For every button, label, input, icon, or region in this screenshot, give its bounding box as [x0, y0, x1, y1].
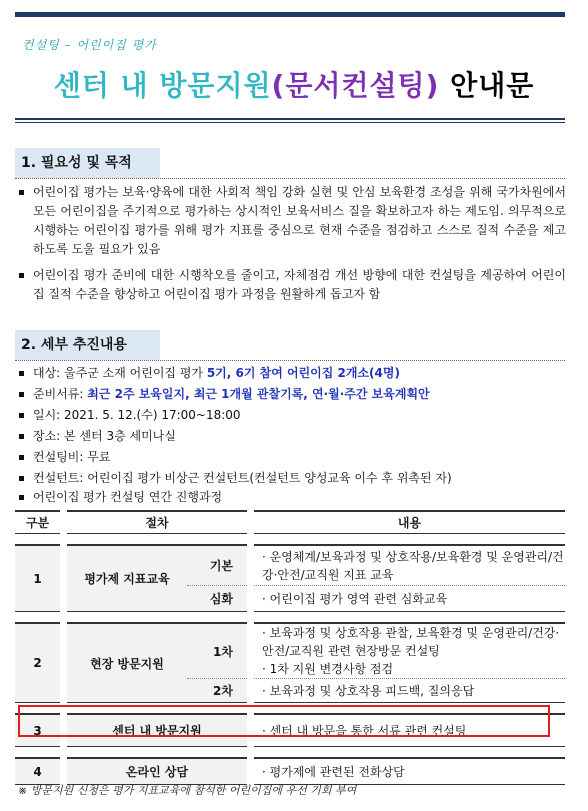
section-heading-details: 2. 세부 추진내용 [15, 330, 160, 360]
row-step: 평가제 지표교육 [67, 544, 187, 612]
title-paren: (문서컨설팅) [271, 69, 440, 102]
footnote: ※ 방문지원 신청은 평가 지표교육에 참석한 어린이집에 우선 기회 부여 [18, 784, 357, 797]
header-content: 내용 [254, 510, 565, 534]
table-header-row [15, 510, 565, 534]
row-content: · 센터 내 방문을 통한 서류 관련 컨설팅 [254, 713, 565, 747]
list-item [33, 385, 566, 404]
bullet-text: 어린이집 평가는 보육·양육에 대한 사회적 책임 강화 실현 및 안심 보육환경 조성을 위해 국가차원에서 모든 어린이집을 주기적으로 평가하는 상시적인 보육서비스 질을 확보하고자 하는 제도임. 의무적으로 시행하는 어린이집 평가를 위해 평가 지표를 중심으로 현재 수준을 점검하고 스스로 질적 수준을 제고하도록 도울 필요가 있음 [33, 185, 566, 256]
bullet-square-icon [19, 413, 24, 418]
row-content: · 평가제에 관련된 전화상담 [254, 757, 565, 785]
row-step: 현장 방문지원 [67, 622, 187, 703]
bullet-square-icon [19, 434, 24, 439]
list-item [33, 406, 566, 425]
fee-text: 컨설팅비: 무료 [33, 450, 111, 464]
row-content-line: · 보육과정 및 상호작용 관찰, 보육환경 및 운영관리/건강·안전/교직원 관련 현장방문 컨설팅 [262, 626, 560, 658]
target-label: 대상: 울주군 소재 어린이집 평가 [33, 366, 207, 380]
bullet-square-icon [19, 190, 24, 195]
docs-value: 최근 2주 보육일지, 최근 1개월 관찰기록, 연·월·주간 보육계획안 [87, 387, 430, 401]
title-main: 센터 내 방문지원 [53, 69, 272, 102]
bullet-square-icon [19, 392, 24, 397]
row-no: 3 [15, 713, 60, 747]
bullet-text: 어린이집 평가 준비에 대한 시행착오를 줄이고, 자체점검 개선 방향에 대한 컨설팅을 제공하여 어린이집 질적 수준을 향상하고 어린이집 평가 과정을 원활하게 돕고자 함 [33, 268, 566, 301]
bullet-square-icon [19, 476, 24, 481]
row-no: 4 [15, 757, 60, 785]
section-divider [15, 178, 565, 179]
title-notice: 안내문 [450, 69, 535, 102]
header-step: 절차 [67, 510, 247, 534]
row-content-line: · 1차 지원 변경사항 점검 [262, 662, 394, 676]
process-table [15, 510, 565, 785]
consultant-text: 컨설턴트: 어린이집 평가 비상근 컨설턴트(컨설턴트 양성교육 이수 후 위촉된 자) [33, 471, 452, 485]
row-no: 1 [15, 544, 60, 612]
list-item [33, 183, 566, 259]
subtitle: 컨설팅 – 어린이집 평가 [22, 38, 157, 52]
list-item [33, 266, 566, 304]
list-item [33, 488, 566, 507]
highlight-box [18, 705, 550, 737]
table-row [15, 544, 565, 586]
list-item [33, 427, 566, 446]
row-content: · 보육과정 및 상호작용 피드백, 질의응답 [254, 679, 565, 703]
date-text: 일시: 2021. 5. 12.(수) 17:00~18:00 [33, 408, 241, 422]
bullet-square-icon [19, 495, 24, 500]
process-text: 어린이집 평가 컨설팅 연간 진행과정 [33, 490, 223, 504]
place-text: 장소: 본 센터 3층 세미나실 [33, 429, 176, 443]
bullet-square-icon [19, 273, 24, 278]
row-no: 2 [15, 622, 60, 703]
row-sub: 기본 [187, 544, 247, 586]
row-content [254, 622, 565, 679]
row-step: 센터 내 방문지원 [67, 713, 247, 747]
row-content: · 운영체계/보육과정 및 상호작용/보육환경 및 운영관리/건강·안전/교직원 지표 교육 [254, 544, 565, 586]
list-item [33, 469, 566, 488]
row-step: 온라인 상담 [67, 757, 247, 785]
bullet-square-icon [19, 371, 24, 376]
target-value: 5기, 6기 참여 어린이집 2개소(4명) [206, 366, 400, 380]
bullet-square-icon [19, 455, 24, 460]
header-no: 구분 [15, 510, 60, 534]
row-sub: 2차 [187, 679, 247, 703]
section-divider [15, 360, 565, 361]
row-sub: 심화 [187, 586, 247, 612]
table-row [15, 757, 565, 785]
top-rule [15, 12, 565, 17]
list-item [33, 448, 566, 467]
title-rule [15, 118, 565, 123]
row-sub: 1차 [187, 622, 247, 679]
list-item [33, 364, 566, 383]
docs-label: 준비서류: [33, 387, 88, 401]
row-content: · 어린이집 평가 영역 관련 심화교육 [254, 586, 565, 612]
table-row [15, 622, 565, 679]
section-heading-purpose: 1. 필요성 및 목적 [15, 148, 160, 178]
page-title [0, 64, 588, 104]
